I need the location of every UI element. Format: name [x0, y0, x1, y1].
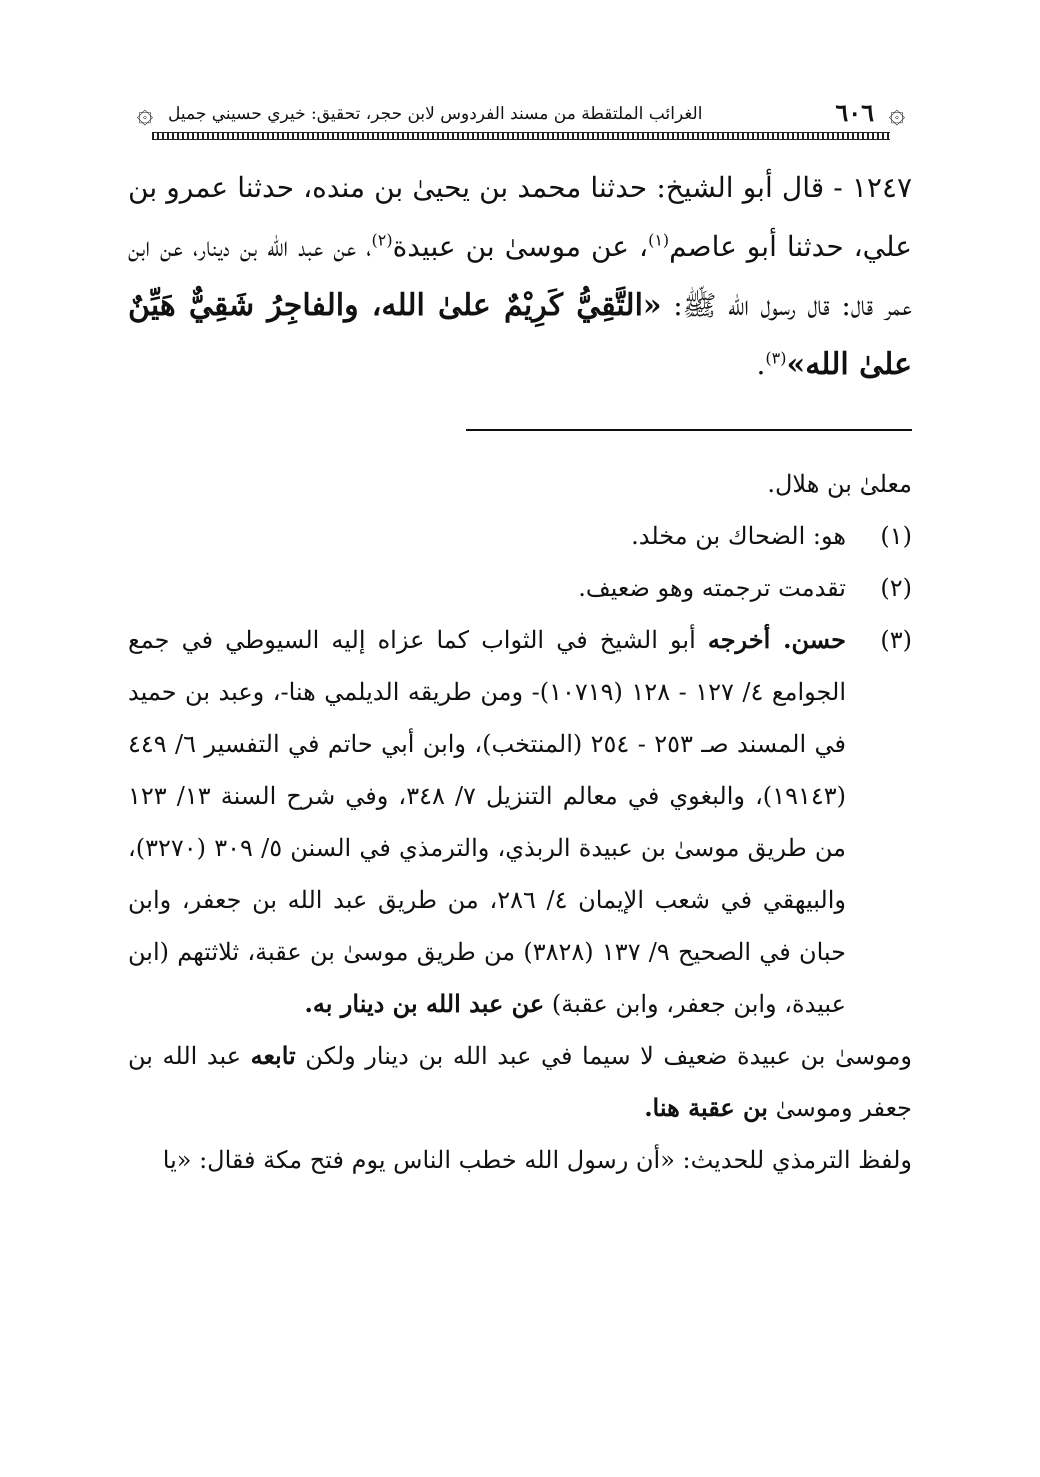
footnote-1 [128, 510, 912, 562]
footnote-bold-tail: عن عبد الله بن دينار به. [304, 989, 545, 1018]
footnote-para-bold: تابعه [250, 1041, 296, 1070]
footnote-3 [128, 614, 912, 1030]
footnote-text: تقدمت ترجمته وهو ضعيف. [578, 574, 846, 602]
footnote-continuation: معلىٰ بن هلال. [767, 470, 912, 498]
hadith-chain-1: قال أبو الشيخ: حدثنا محمد بن يحيىٰ بن منده، حدثنا عمرو بن علي، حدثنا أبو عاصم [128, 171, 912, 263]
footnote-ref-3: (٣) [765, 348, 787, 368]
footnote-separator [466, 429, 912, 431]
footnote-para-text: عبد الله بن جعفر وموسىٰ [128, 1042, 912, 1122]
hadith-chain-2: ، عن موسىٰ بن عبيدة [392, 230, 649, 263]
header-rule [152, 132, 890, 140]
footnote-sources: أبو الشيخ في الثواب كما عزاه إليه السيوطي في جمع الجوامع ٤/ ١٢٧ - ١٢٨ (١٠٧١٩)- ومن طريقه الديلمي هنا-، وعبد بن حميد في المسند صـ ٢٥٣ - ٢٥٤ (المنتخب)، وابن أبي حاتم في التفسير ٦/ ٤٤٩ (١٩١٤٣)، والبغوي في معالم التنزيل ٧/ ٣٤٨، وفي شرح السنة ١٣/ ١٢٣ من طريق موسىٰ بن عبيدة الربذي، والترمذي في السنن ٥/ ٣٠٩ (٣٢٧٠)، والبيهقي في شعب الإيمان ٤/ ٢٨٦، من طريق عبد الله بن جعفر، وابن حبان في الصحيح ٩/ ١٣٧ (٣٨٢٨) من طريق موسىٰ بن عقبة، ثلاثتهم (ابن عبيدة، وابن جعفر، وابن عقبة) [128, 626, 847, 1018]
footnote-number: (٢) [880, 574, 912, 602]
header-ornament-left: ۞ [136, 96, 154, 129]
footnote-bold-lead: حسن. أخرجه [707, 625, 846, 654]
hadith-block [128, 158, 912, 394]
footnote-para-bold: بن عقبة هنا. [644, 1093, 768, 1122]
footnotes [128, 458, 912, 1186]
hadith-end: . [756, 348, 766, 381]
footnote-number: (١) [880, 522, 912, 550]
footnote-para-text: وموسىٰ بن عبيدة ضعيف لا سيما في عبد الله بن دينار ولكن [295, 1042, 912, 1070]
footnote-paragraph: ولفظ الترمذي للحديث: «أن رسول الله خطب الناس يوم فتح مكة فقال: «يا [162, 1146, 912, 1174]
page-header [128, 92, 914, 142]
footnote-number: (٣) [880, 626, 912, 654]
hadith-paragraph [128, 158, 912, 394]
footnote-text [128, 614, 846, 1030]
header-ornament-right: ۞ [888, 96, 906, 129]
footnote-2 [128, 562, 912, 614]
hadith-number: ١٢٤٧ - [824, 171, 913, 204]
footnote-text: هو: الضحاك بن مخلد. [631, 522, 846, 550]
footnote-ref-1: (١) [648, 230, 670, 250]
hadith-quote: «التَّقِيُّ كَرِيْمٌ علىٰ الله، والفاجِرُ شَقِيٌّ هَيِّنٌ علىٰ الله» [128, 288, 912, 382]
footnote-ref-2: (٢) [371, 230, 393, 250]
page-number: ٦٠٦ [835, 98, 874, 127]
footnote-paragraph [128, 1030, 912, 1134]
running-title: الغرائب الملتقطة من مسند الفردوس لابن حجر، تحقيق: خيري حسيني جميل [168, 104, 703, 124]
hadith-chain-3: ، عن عبد الله بن دينار، عن ابن عمر قال: قال رسول الله ﷺ: [128, 230, 912, 322]
